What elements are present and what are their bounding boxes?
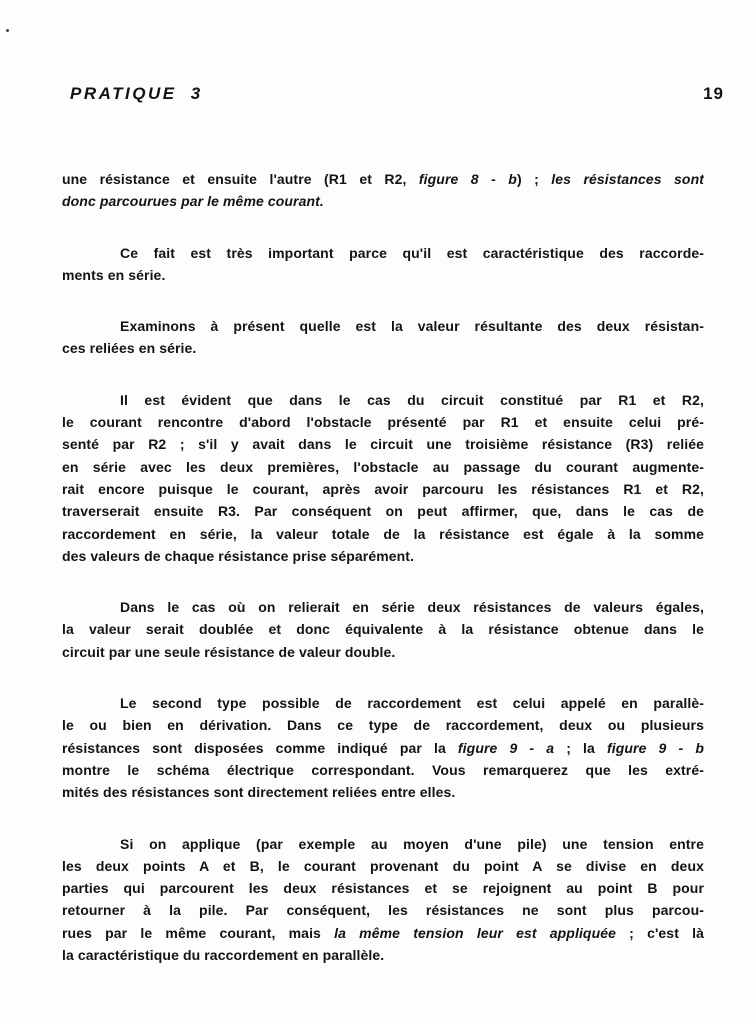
italic-text-run: la même tension leur est appliquée <box>334 924 617 941</box>
text-line <box>62 618 704 640</box>
text-run: circuit par une seule résistance de valeur double. <box>62 643 396 660</box>
page-title: PRATIQUE 3 <box>70 84 203 103</box>
text-run: montre le schéma électrique correspondant. Vous remarquerez que les extré- <box>62 761 704 778</box>
text-run: rues par le même courant, mais <box>62 924 335 941</box>
text-run: des valeurs de chaque résistance prise séparément. <box>62 547 415 564</box>
text-line <box>62 855 704 877</box>
text-run: senté par R2 ; s'il y avait dans le circuit une troisième résistance (R3) reliée <box>62 436 704 453</box>
paragraph <box>62 168 704 213</box>
text-run: parties qui parcourent les deux résistances et se rejoignent au point B pour <box>62 880 704 897</box>
text-line <box>62 944 704 966</box>
text-run: retourner à la pile. Par conséquent, les résistances ne sont plus parcou- <box>62 902 704 919</box>
text-line <box>62 523 704 545</box>
text-line <box>62 596 704 618</box>
text-run: une résistance et ensuite l'autre (R1 et R2, <box>62 171 419 187</box>
text-line <box>62 922 704 944</box>
text-run: résistances sont disposées comme indiqué par la <box>62 739 458 756</box>
text-run: traverserait ensuite R3. Par conséquent on peut affirmer, que, dans le cas de <box>62 503 704 520</box>
text-run: ) ; <box>516 171 552 187</box>
text-run: mités des résistances sont directement reliées entre elles. <box>62 784 456 801</box>
text-line <box>62 500 704 522</box>
text-line <box>62 899 704 921</box>
text-run: Dans le cas où on relierait en série deux résistances de valeurs égales, <box>120 599 704 616</box>
text-line <box>62 433 704 455</box>
paragraph <box>62 389 704 567</box>
body-text <box>62 168 704 995</box>
text-run: Examinons à présent quelle est la valeur résultante des deux résistan- <box>120 318 704 335</box>
text-run: Il est évident que dans le cas du circuit constitué par R1 et R2, <box>120 391 704 408</box>
italic-text-run: figure 8 - b <box>418 171 517 187</box>
text-line <box>62 337 704 359</box>
paragraph <box>62 242 704 287</box>
text-line <box>62 877 704 899</box>
scan-speck <box>6 29 9 32</box>
text-line <box>62 833 704 855</box>
text-line <box>62 641 704 663</box>
text-line <box>62 714 704 736</box>
paragraph <box>62 596 704 663</box>
text-run: les deux points A et B, le courant provenant du point A se divise en deux <box>62 857 704 874</box>
text-line <box>62 315 704 337</box>
text-line <box>62 242 704 264</box>
italic-text-run: donc parcourues par le même courant. <box>62 193 324 210</box>
text-run: ces reliées en série. <box>62 340 197 357</box>
text-run: ; c'est là <box>616 924 704 941</box>
text-line <box>62 545 704 567</box>
text-run: la caractéristique du raccordement en parallèle. <box>62 947 385 964</box>
text-line <box>62 411 704 433</box>
text-line <box>62 759 704 781</box>
text-line <box>62 478 704 500</box>
text-run: en série avec les deux premières, l'obstacle au passage du courant augmente- <box>62 458 704 475</box>
text-line <box>62 737 704 759</box>
text-line <box>62 456 704 478</box>
text-line <box>62 190 704 212</box>
text-run: rait encore puisque le courant, après avoir parcouru les résistances R1 et R2, <box>62 480 704 497</box>
text-line <box>62 389 704 411</box>
text-run: Ce fait est très important parce qu'il est caractéristique des raccorde- <box>120 244 704 261</box>
italic-text-run: figure 9 - a <box>457 739 555 756</box>
text-line <box>62 168 704 190</box>
text-run: le courant rencontre d'abord l'obstacle présenté par R1 et ensuite celui pré- <box>62 414 704 431</box>
page-number: 19 <box>703 84 724 103</box>
text-run: ; la <box>554 739 607 756</box>
text-line <box>62 781 704 803</box>
italic-text-run: figure 9 - b <box>607 739 704 756</box>
text-line <box>62 692 704 714</box>
text-run: Si on applique (par exemple au moyen d'une pile) une tension entre <box>120 835 704 852</box>
paragraph <box>62 315 704 360</box>
italic-text-run: les résistances sont <box>551 171 704 187</box>
text-run: la valeur serait doublée et donc équivalente à la résistance obtenue dans le <box>62 621 704 638</box>
paragraph <box>62 692 704 803</box>
text-run: Le second type possible de raccordement est celui appelé en parallè- <box>120 695 704 712</box>
text-run: le ou bien en dérivation. Dans ce type de raccordement, deux ou plusieurs <box>62 717 704 734</box>
text-run: ments en série. <box>62 266 166 283</box>
page-header <box>70 84 724 104</box>
text-line <box>62 264 704 286</box>
paragraph <box>62 833 704 967</box>
text-run: raccordement en série, la valeur totale de la résistance est égale à la somme <box>62 525 704 542</box>
